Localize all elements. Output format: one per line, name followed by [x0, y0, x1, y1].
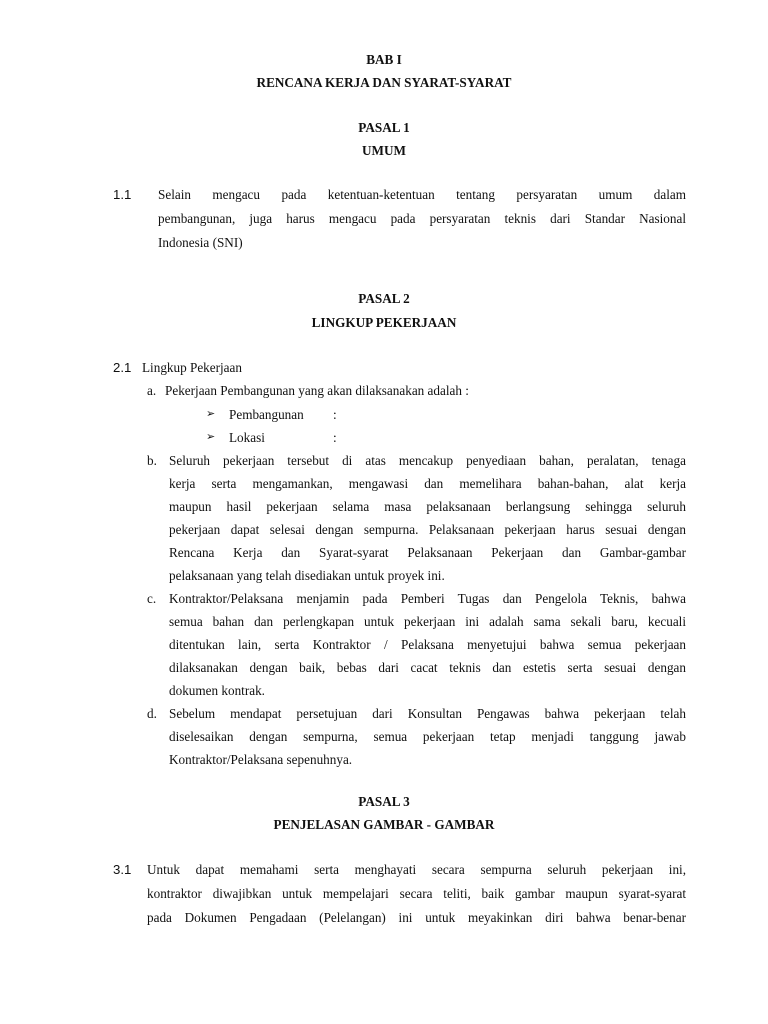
item-number-3-1: 3.1: [113, 862, 132, 877]
arrowhead-bullet-icon: ➢: [206, 407, 216, 420]
list-marker-c: c.: [147, 591, 157, 606]
list-item-c-line: Kontraktor/Pelaksana menjamin pada Pemberi Tugas dan Pengelola Teknis, bahwa: [169, 591, 686, 606]
list-item-d-line: diselesaikan dengan sempurna, semua pekerjaan tetap menjadi tanggung jawab: [169, 729, 686, 744]
pasal-1-subtitle: UMUM: [362, 143, 406, 158]
arrowhead-bullet-icon: ➢: [206, 430, 216, 443]
list-marker-a: a.: [147, 383, 157, 398]
list-item-b-line: maupun hasil pekerjaan selama masa pelaksanaan berlangsung sehingga seluruh: [169, 499, 686, 514]
pasal-1-line: Selain mengacu pada ketentuan-ketentuan tentang persyaratan umum dalam: [158, 187, 686, 202]
pasal-2-title: PASAL 2: [358, 291, 410, 306]
list-marker-d: d.: [147, 706, 157, 721]
pasal-1-line: pembangunan, juga harus mengacu pada persyaratan teknis dari Standar Nasional: [158, 211, 686, 226]
list-item-b-line: pekerjaan dapat selesai dengan sempurna. Pelaksanaan pekerjaan harus sesuai dengan: [169, 522, 686, 537]
list-item-c-line: ditentukan lain, serta Kontraktor / Pelaksana menyetujui bahwa semua pekerjaan: [169, 637, 686, 652]
list-item-b-line: pelaksanaan yang telah disediakan untuk proyek ini.: [169, 568, 445, 583]
pasal-1-line: Indonesia (SNI): [158, 235, 243, 250]
item-2-1-label: Lingkup Pekerjaan: [142, 360, 242, 375]
list-item-a-text: Pekerjaan Pembangunan yang akan dilaksanakan adalah :: [165, 383, 469, 398]
pasal-1-title: PASAL 1: [358, 120, 410, 135]
list-item-c-line: semua bahan dan perlengkapan untuk pekerjaan ini adalah sama sekali baru, kecuali: [169, 614, 686, 629]
pasal-3-line: Untuk dapat memahami serta menghayati secara sempurna seluruh pekerjaan ini,: [147, 862, 686, 877]
list-marker-b: b.: [147, 453, 157, 468]
chapter-title: BAB I: [366, 52, 402, 67]
pasal-3-line: pada Dokumen Pengadaan (Pelelangan) ini untuk meyakinkan diri bahwa benar-benar: [147, 910, 686, 925]
bullet-label-lokasi: Lokasi: [229, 430, 265, 445]
pasal-3-subtitle: PENJELASAN GAMBAR - GAMBAR: [273, 817, 495, 832]
list-item-c-line: dilaksanakan dengan baik, bebas dari cacat teknis dan estetis serta sesuai dengan: [169, 660, 686, 675]
list-item-b-line: Rencana Kerja dan Syarat-syarat Pelaksanaan Pekerjaan dan Gambar-gambar: [169, 545, 686, 560]
list-item-c-line: dokumen kontrak.: [169, 683, 265, 698]
bullet-label-pembangunan: Pembangunan: [229, 407, 304, 422]
pasal-3-title: PASAL 3: [358, 794, 410, 809]
item-number-2-1: 2.1: [113, 360, 132, 375]
list-item-d-line: Sebelum mendapat persetujuan dari Konsultan Pengawas bahwa pekerjaan telah: [169, 706, 686, 721]
pasal-3-line: kontraktor diwajibkan untuk mempelajari secara teliti, baik gambar maupun syarat-syarat: [147, 886, 686, 901]
pasal-2-subtitle: LINGKUP PEKERJAAN: [311, 315, 457, 330]
bullet-separator: :: [333, 407, 337, 422]
bullet-separator: :: [333, 430, 337, 445]
chapter-subtitle: RENCANA KERJA DAN SYARAT-SYARAT: [256, 75, 512, 90]
list-item-b-line: Seluruh pekerjaan tersebut di atas mencakup penyediaan bahan, peralatan, tenaga: [169, 453, 686, 468]
list-item-d-line: Kontraktor/Pelaksana sepenuhnya.: [169, 752, 353, 767]
list-item-b-line: kerja serta mengamankan, mengawasi dan memelihara bahan-bahan, alat kerja: [169, 476, 686, 491]
item-number-1-1: 1.1: [113, 187, 132, 202]
